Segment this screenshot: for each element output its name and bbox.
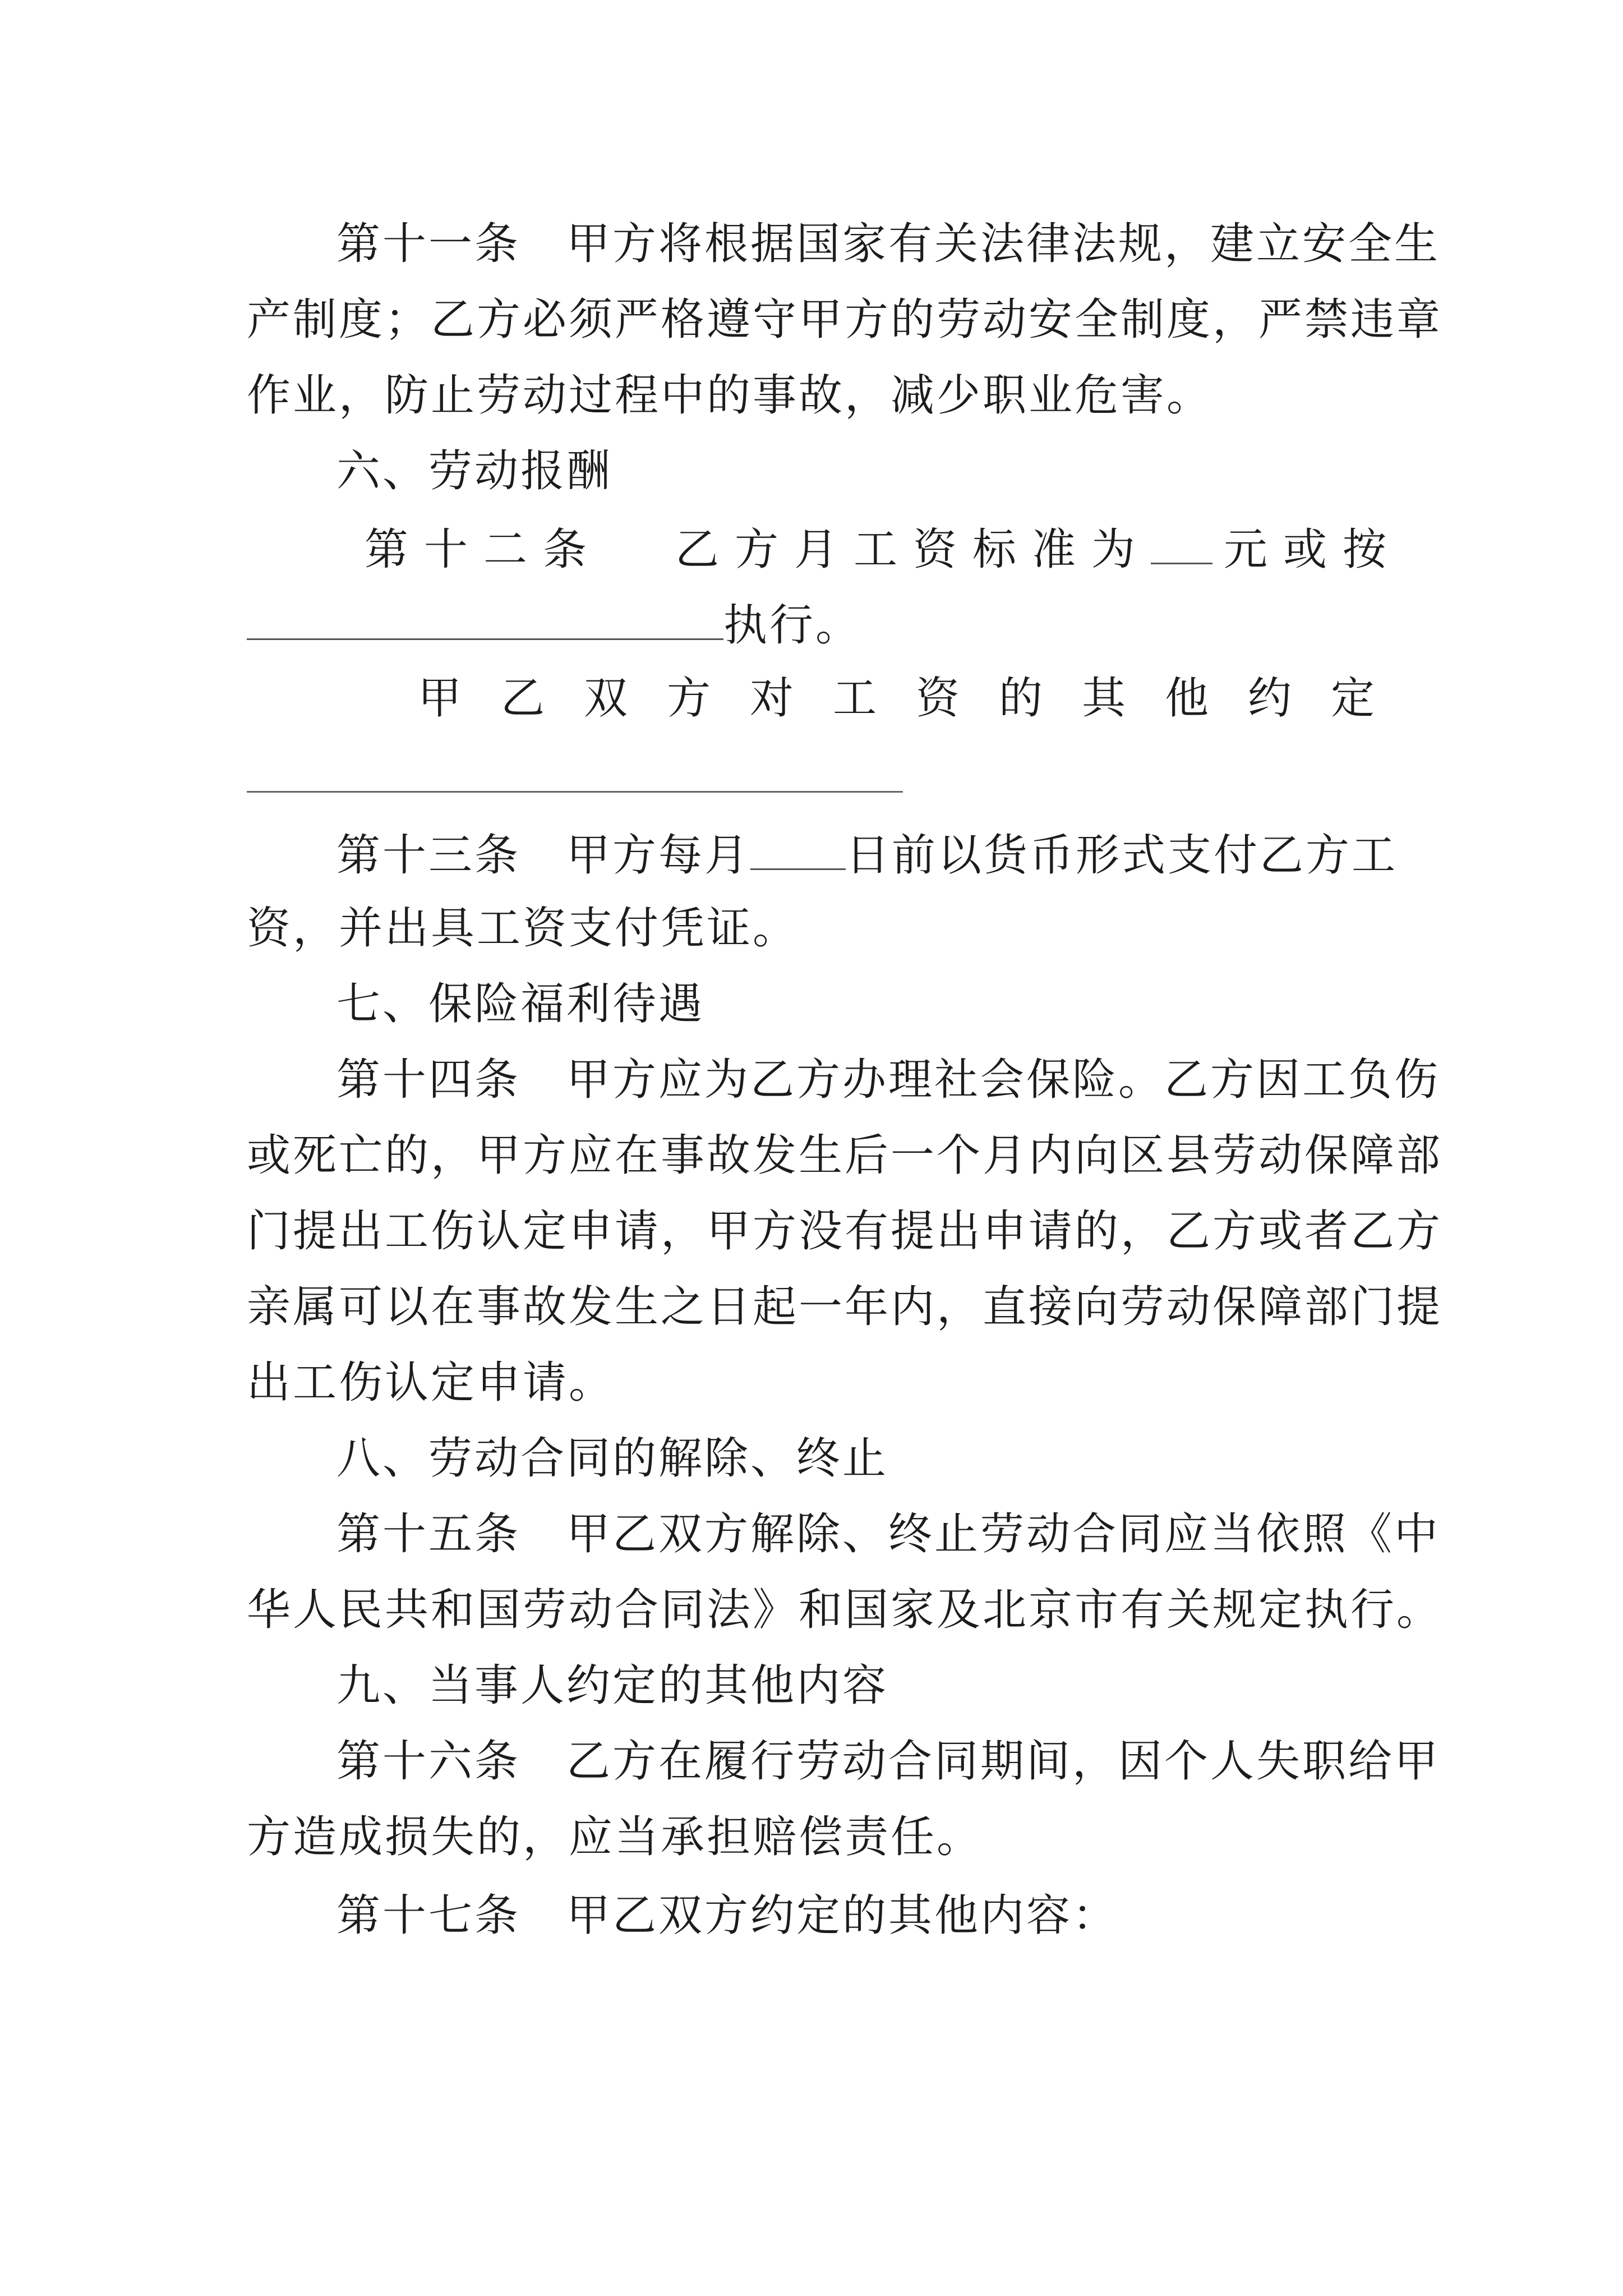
article-11-line-2: 产制度；乙方必须严格遵守甲方的劳动安全制度，严禁违章: [247, 295, 1443, 345]
article-11-line-3: 作业，防止劳动过程中的事故，减少职业危害。: [247, 370, 1213, 421]
monthly-wage-blank: [1151, 519, 1212, 564]
section-heading-6: 六、劳动报酬: [336, 446, 613, 496]
pay-day-blank: [750, 825, 846, 870]
article-15-line-1: 第十五条 甲乙双方解除、终止劳动合同应当依照《中: [336, 1509, 1441, 1559]
article-12-line-2: [247, 595, 861, 654]
article-12-line-1: [365, 519, 1402, 578]
article-13-line-1: [336, 825, 1398, 884]
section-heading-8: 八、劳动合同的解除、终止: [336, 1433, 889, 1484]
article-12-tail: 执行。: [723, 600, 862, 651]
article-12-text: 乙方月工资标准为: [675, 524, 1151, 575]
article-14-line-3: 门提出工伤认定申请，甲方没有提出申请的，乙方或者乙方: [247, 1206, 1443, 1257]
article-14-line-5: 出工伤认定申请。: [247, 1358, 615, 1408]
article-15-line-2: 华人民共和国劳动合同法》和国家及北京市有关规定执行。: [247, 1585, 1443, 1635]
article-16-line-1: 第十六条 乙方在履行劳动合同期间，因个人失职给甲: [336, 1736, 1441, 1787]
other-wage-agreement: 甲乙双方对工资的其他约定: [418, 673, 1414, 724]
article-17-line-1: 第十七条 甲乙双方约定的其他内容：: [336, 1890, 1119, 1941]
article-14-line-4: 亲属可以在事故发生之日起一年内，直接向劳动保障部门提: [247, 1282, 1443, 1332]
article-12-text-2: 元或按: [1224, 524, 1403, 575]
section-heading-9: 九、当事人约定的其他内容: [336, 1660, 889, 1711]
article-14-line-2: 或死亡的，甲方应在事故发生后一个月内向区县劳动保障部: [247, 1130, 1443, 1181]
section-heading-7: 七、保险福利待遇: [336, 979, 705, 1029]
article-16-line-2: 方造成损失的，应当承担赔偿责任。: [247, 1812, 983, 1862]
article-14-line-1: 第十四条 甲方应为乙方办理社会保险。乙方因工负伤: [336, 1055, 1441, 1105]
article-13-text-b: 日前以货币形式支付乙方工: [846, 830, 1398, 881]
article-12-label: 第十二条: [365, 524, 603, 575]
article-13-text-a: 第十三条 甲方每月: [336, 830, 751, 881]
wage-basis-blank: [247, 595, 723, 640]
other-wage-agreement-blank: [247, 791, 903, 793]
article-11-line-1: 第十一条 甲方将根据国家有关法律法规，建立安全生: [336, 219, 1441, 269]
article-13-line-2: 资，并出具工资支付凭证。: [247, 903, 799, 954]
